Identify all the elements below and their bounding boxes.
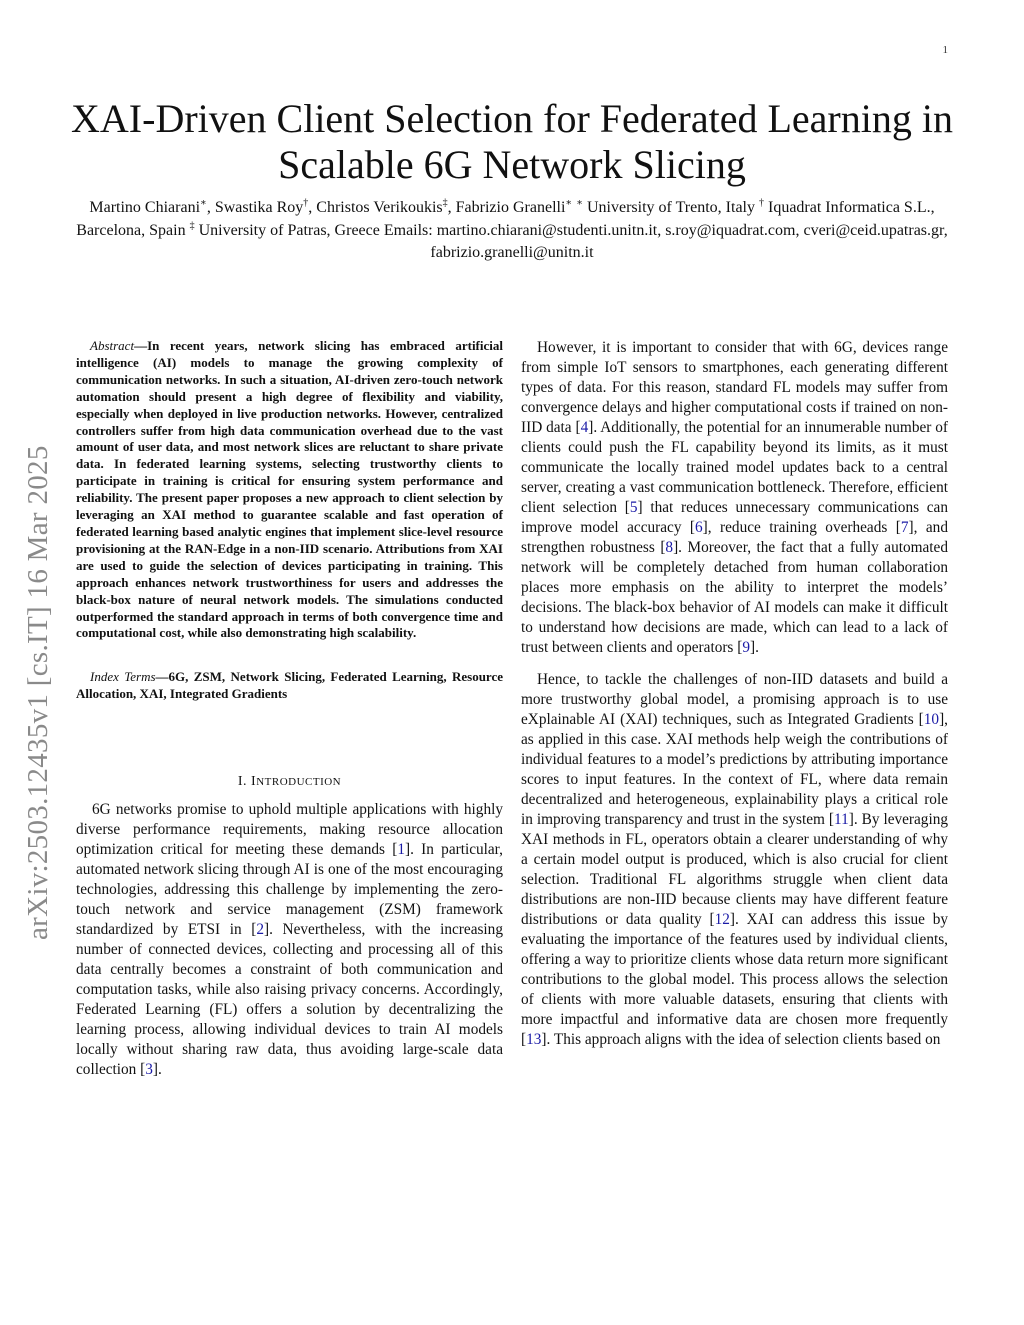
affiliation: Iquadrat Informatica S.L., Barcelona, Spain — [76, 199, 935, 239]
page-number: 1 — [942, 44, 948, 56]
index-terms-label: Index Terms — [90, 669, 156, 685]
citation-link[interactable]: 4 — [580, 419, 589, 436]
author-name: Fabrizio Granelli — [455, 199, 566, 216]
abstract-label: Abstract — [90, 338, 135, 353]
affiliation: University of Trento, Italy — [587, 199, 755, 216]
citation-link[interactable]: 12 — [714, 911, 730, 928]
citation-link[interactable]: 7 — [900, 519, 909, 536]
author-emails: martino.chiarani@studenti.unitn.it, s.roy@iquadrat.com, cveri@ceid.upatras.gr, fabrizio.granelli@unitn.it — [430, 221, 948, 261]
citation-link[interactable]: 1 — [397, 841, 405, 859]
abstract-text: —In recent years, network slicing has embraced artificial intelligence (AI) models to manage the growing complexity of communication networks. In such a situation, AI-driven zero-touch network automation should present a high degree of flexibility and viability, especially when deployed in live production networks. However, centralized controllers suffer from high data communication overhead due to the vast amount of user data, and most network slices are reluctant to share private data. In federated learning systems, selecting trustworthy clients to participate in training is critical for ensuring system performance and reliability. The present paper proposes a new approach to client selection by leveraging an XAI method to guarantee scalable and fast operation of federated learning based analytic engines that implement slice-level resource provisioning at the RAN-Edge in a non-IID scenario. Attributions from XAI are used to guide the selection of devices participating in training. This approach enhances network trustworthiness for users and addresses the black-box nature of neural network models. The simulations conducted outperformed the standard approach in terms of both convergence time and computational cost, while also demonstrating high scalability. — [76, 338, 503, 641]
author-name: Martino Chiarani — [89, 199, 201, 216]
section-heading-introduction: I. INTRODUCTION — [237, 774, 342, 790]
citation-link[interactable]: 13 — [526, 1031, 542, 1048]
citation-link[interactable]: 2 — [256, 921, 265, 939]
author-name: Christos Verikoukis — [316, 199, 443, 216]
author-name: Swastika Roy — [214, 199, 304, 216]
citation-link[interactable]: 6 — [695, 519, 703, 536]
paper-title: XAI-Driven Client Selection for Federated Learning in Scalable 6G Network Slicing — [71, 96, 953, 187]
body-paragraph: However, it is important to consider that with 6G, devices range from simple IoT sensors to smartphones, each generating different types of data. For this reason, standard FL models may suffer from convergence delays and higher computational costs if trained on non-IID data [4]. Additionally, the potential for an innumerable number of clients could push the FL capability beyond its limits, as it must communicate the locally trained model updates back to a central server, creating a vast communication bottleneck. Therefore, efficient client selection [5] that reduces unnecessary communications can improve model accuracy [6], reduce training overheads [7], and strengthen robustness [8]. Moreover, the fact that a fully automated network will be completely detached from human collaboration places more emphasis on the ability to interpret the models’ decisions. The black-box behavior of AI models can make it difficult to understand how decisions are made, which can lead to a lack of trust between clients and operators [9]. — [521, 339, 948, 656]
abstract — [76, 338, 503, 642]
citation-link[interactable]: 10 — [923, 711, 940, 728]
left-column — [76, 338, 503, 1080]
author-block: Martino Chiarani∗, Swastika Roy†, Christos Verikoukis‡, Fabrizio Granelli∗ ∗ University of Trento, Italy † Iquadrat Informatica S.L., Barcelona, Spain ‡ University of Patras, Greece Emails: martino.chiarani@studenti.unitn.it, s.roy@iquadrat.com, cveri@ceid.upatras.gr, fabrizio.granelli@unitn.it — [76, 197, 948, 261]
index-terms — [76, 668, 503, 702]
citation-link[interactable]: 8 — [665, 539, 674, 556]
affiliation: University of Patras, Greece — [198, 221, 380, 239]
body-paragraph: Hence, to tackle the challenges of non-IID datasets and build a more trustworthy global model, a promising approach is to use eXplainable AI (XAI) techniques, such as Integrated Gradients [10], as applied in this case. XAI methods help weigh the contributions of individual features to a model’s predictions by attributing importance scores to input features. In the context of FL, where data remain decentralized and heterogeneous, explainability plays a critical role in improving transparency and trust in the system [11]. By leveraging XAI methods in FL, operators obtain a clearer understanding of why a certain model output is produced, which is also crucial for client selection. Traditional FL algorithms struggle when client data distributions are non-IID because clients may have different feature distributions or data quality [12]. XAI can address this issue by evaluating the importance of the features used by individual clients, offering a way to prioritize clients whose data return more significant contributions to the global model. This process allows the selection of clients with more valuable datasets, ensuring that clients with more impactful and informative data are chosen more frequently [13]. This approach aligns with the idea of selection clients based on — [521, 671, 948, 1048]
emails-label: Emails: — [383, 221, 433, 239]
intro-paragraph: 6G networks promise to uphold multiple applications with highly diverse performance requirements, making resource allocation optimization critical for meeting these demands [1]. In particular, automated network slicing through AI is one of the most encouraging technologies, addressing this challenge by implementing the zero-touch network and service management (ZSM) framework standardized by ETSI in [2]. Nevertheless, with the increasing number of connected devices, collecting and processing all of this data centrally becomes a constraint of both communication and computation tasks, while also raising privacy concerns. Accordingly, Federated Learning (FL) offers a solution by decentralizing the learning process, allowing individual devices to train AI models locally without sharing raw data, thus avoiding large-scale data collection [3]. — [76, 801, 503, 1079]
index-terms-text: —6G, ZSM, Network Slicing, Federated Learning, Resource Allocation, XAI, Integrated Gradients — [76, 669, 504, 702]
citation-link[interactable]: 11 — [834, 811, 849, 828]
citation-link[interactable]: 9 — [742, 639, 750, 656]
arxiv-identifier: arXiv:2503.12435v1 [cs.IT] 16 Mar 2025 — [22, 445, 54, 940]
citation-link[interactable]: 3 — [145, 1061, 153, 1079]
right-column — [521, 338, 948, 1050]
citation-link[interactable]: 5 — [629, 499, 638, 516]
